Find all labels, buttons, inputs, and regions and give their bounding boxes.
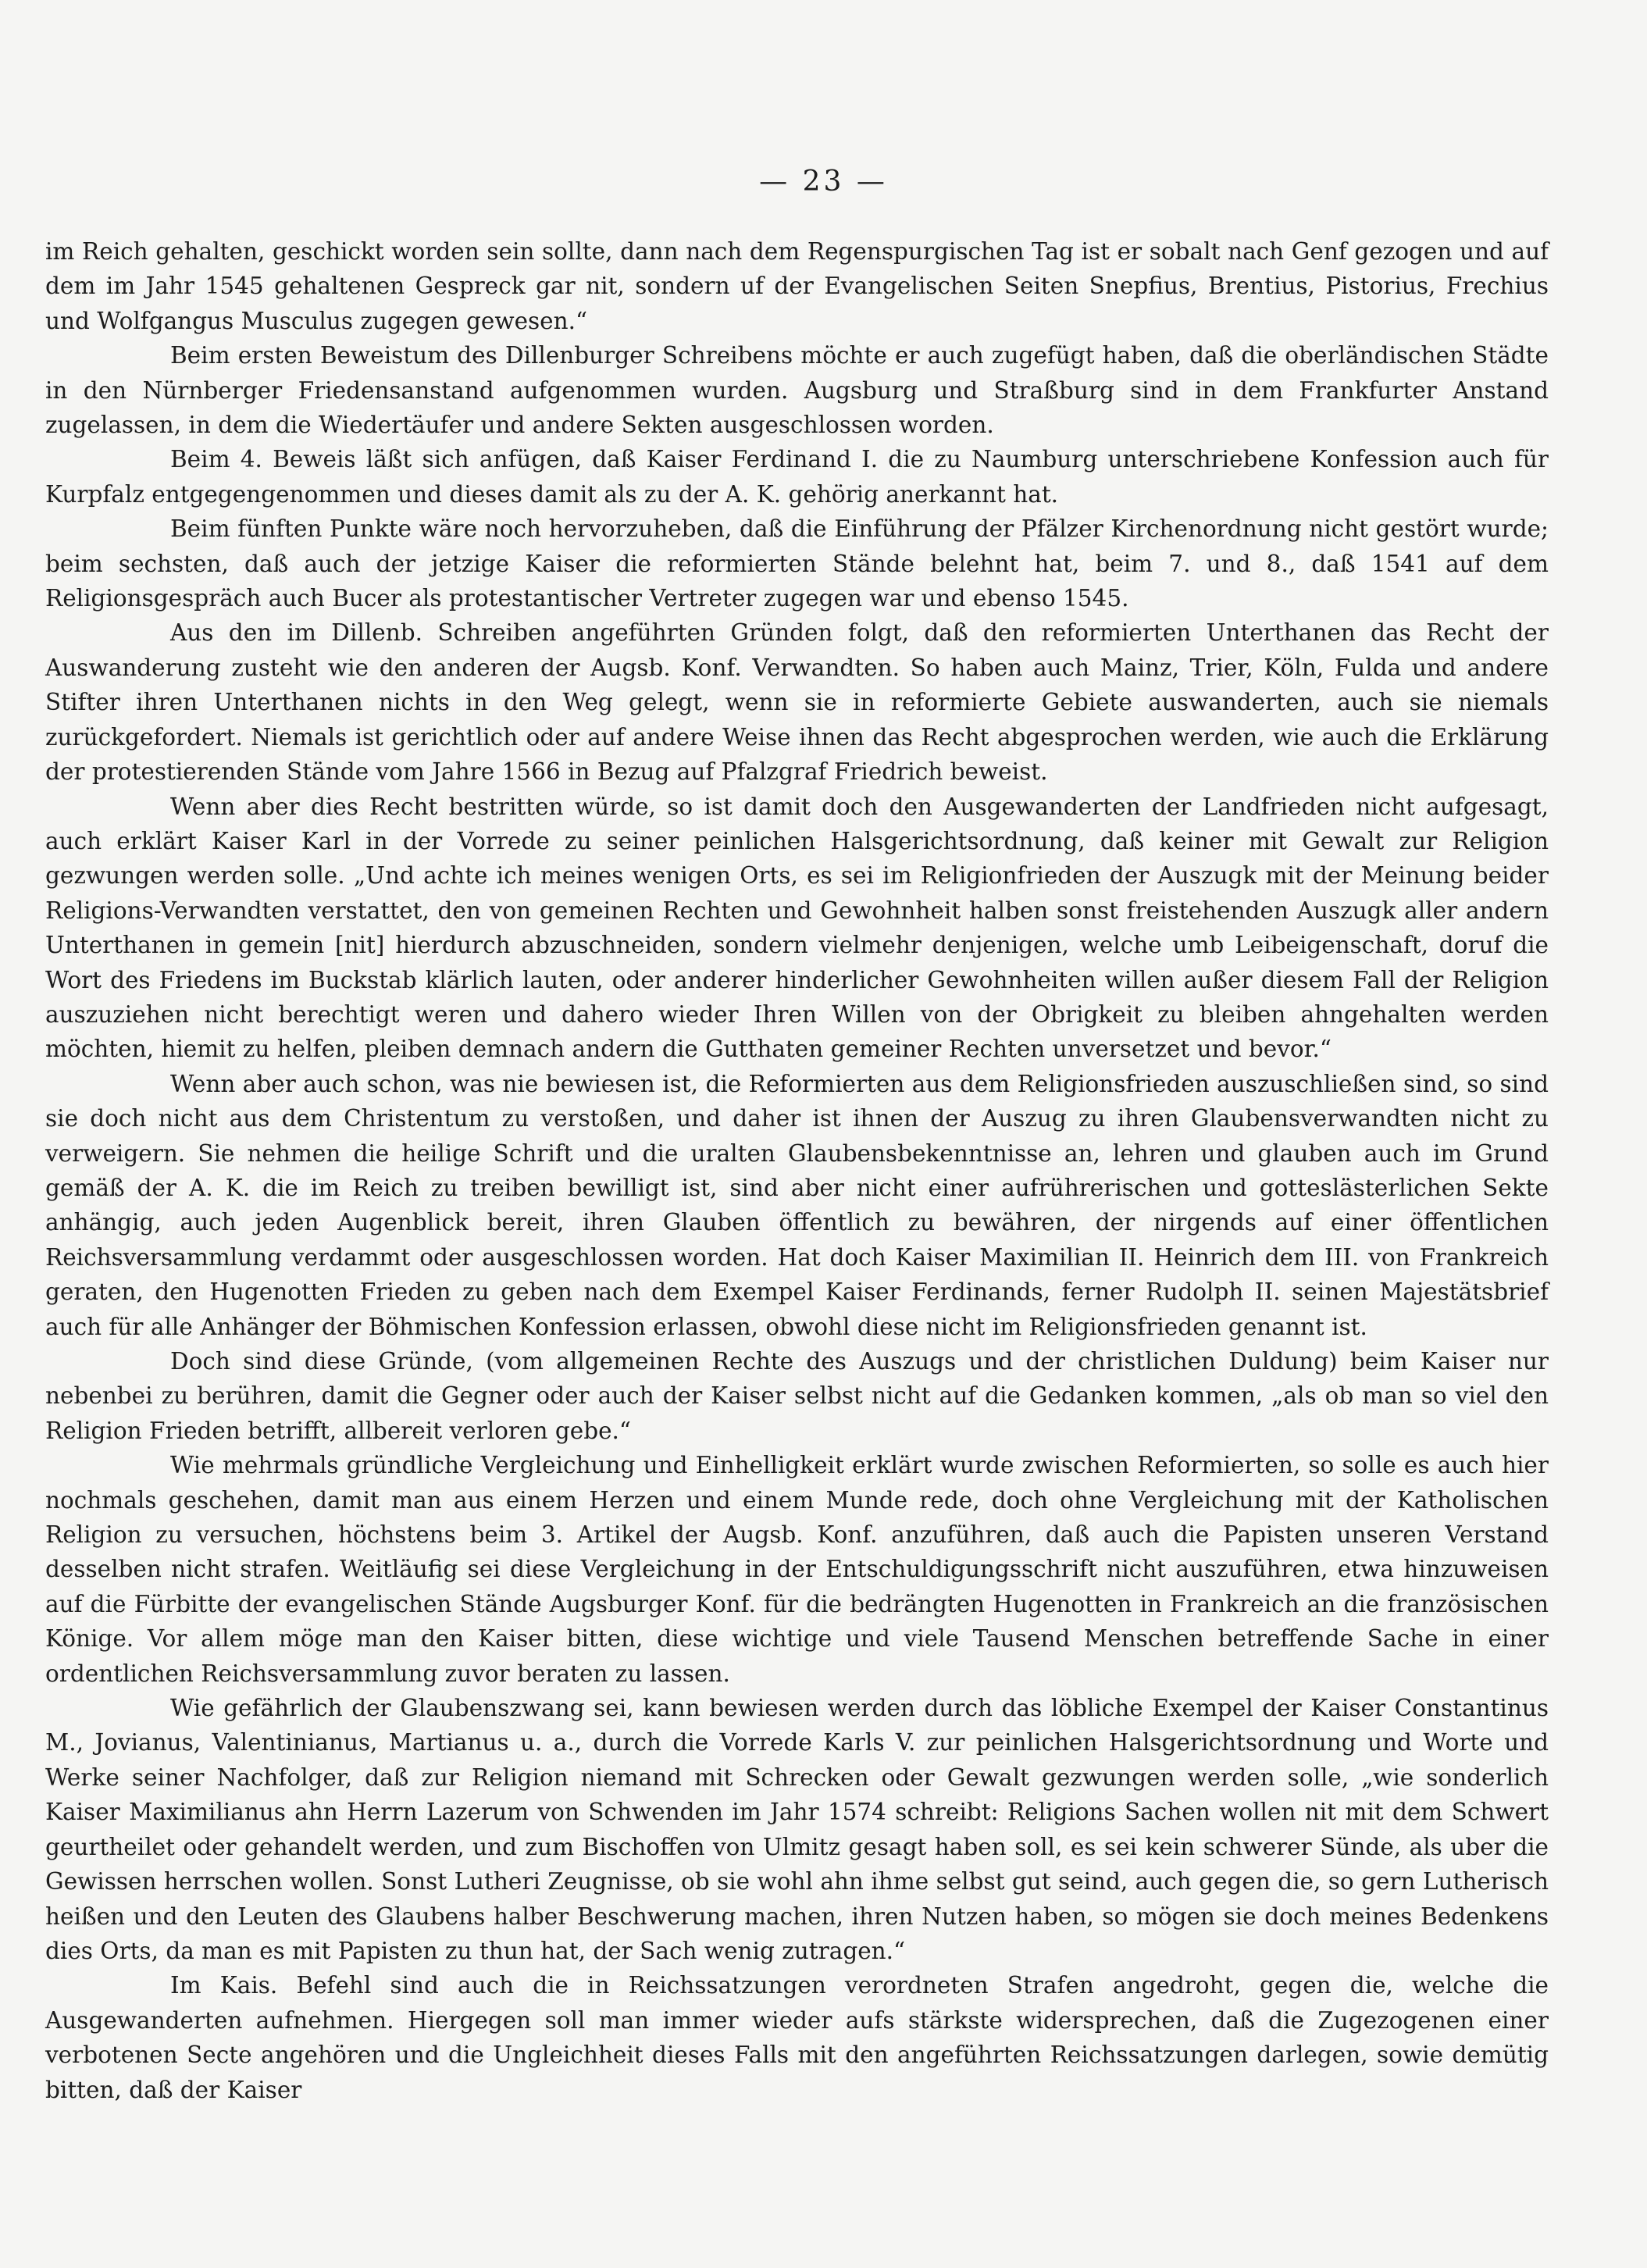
paragraph-2: Beim ersten Beweistum des Dillenburger Schreibens möchte er auch zugefügt haben, daß die oberländischen Städte in den Nürnberger Friedensanstand aufgenommen wurden. Augsburg und Straßburg sind in dem Frankfurter Anstand zugelassen, in dem die Wiedertäufer und andere Sekten ausgeschlossen worden. <box>45 342 1549 439</box>
paragraph-4: Beim fünften Punkte wäre noch hervorzuheben, daß die Einführung der Pfälzer Kirchenordnung nicht gestört wurde; beim sechsten, daß auch der jetzige Kaiser die reformierten Stände belehnt hat, beim 7. und 8., daß 1541 auf dem Religionsgespräch auch Bucer als protestantischer Vertreter zugegen war und ebenso 1545. <box>45 515 1549 612</box>
paragraph-11: Im Kais. Befehl sind auch die in Reichssatzungen verordneten Strafen angedroht, gegen die, welche die Ausgewanderten aufnehmen. Hiergegen soll man immer wieder aufs stärkste widersprechen, daß die Zugezogenen einer verbotenen Secte angehören und die Ungleichheit dieses Falls mit den angeführten Reichssatzungen darlegen, sowie demütig bitten, daß der Kaiser <box>45 1972 1549 2103</box>
paragraph-10: Wie gefährlich der Glaubenszwang sei, kann bewiesen werden durch das löbliche Exempel der Kaiser Constantinus M., Jovianus, Valentinianus, Martianus u. a., durch die Vorrede Karls V. zur peinlichen Halsgerichtsordnung und Worte und Werke seiner Nachfolger, daß zur Religion niemand mit Schrecken oder Gewalt gezwungen werden solle, „wie sonderlich Kaiser Maximilianus ahn Herrn Lazerum von Schwenden im Jahr 1574 schreibt: Religions Sachen wollen nit mit dem Schwert geurtheilet oder gehandelt werden, und zum Bischoffen von Ulmitz gesagt haben soll, es sei kein schwerer Sünde, als uber die Gewissen herrschen wollen. Sonst Lutheri Zeugnisse, ob sie wohl ahn ihme selbst gut seind, auch gegen die, so gern Lutherisch heißen und den Leuten des Glaubens halber Beschwerung machen, ihren Nutzen haben, so mögen sie doch meines Bedenkens dies Orts, da man es mit Papisten zu thun hat, der Sach wenig zutragen.“ <box>45 1695 1549 1964</box>
body-text <box>45 234 1549 2107</box>
paragraph-3: Beim 4. Beweis läßt sich anfügen, daß Kaiser Ferdinand I. die zu Naumburg unterschriebene Konfession auch für Kurpfalz entgegengenommen und dieses damit als zu der A. K. gehörig anerkannt hat. <box>45 446 1549 508</box>
paragraph-8: Doch sind diese Gründe, (vom allgemeinen Rechte des Auszugs und der christlichen Duldung) beim Kaiser nur nebenbei zu berühren, damit die Gegner oder auch der Kaiser selbst nicht auf die Gedanken kommen, „als ob man so viel den Religion Frieden betrifft, allbereit verloren gebe.“ <box>45 1348 1549 1444</box>
paragraph-6: Wenn aber dies Recht bestritten würde, so ist damit doch den Ausgewanderten der Landfrieden nicht aufgesagt, auch erklärt Kaiser Karl in der Vorrede zu seiner peinlichen Halsgerichtsordnung, daß keiner mit Gewalt zur Religion gezwungen werden solle. „Und achte ich meines wenigen Orts, es sei im Religionfrieden der Auszugk mit der Meinung beider Religions-Verwandten verstattet, den von gemeinen Rechten und Gewohnheit halben sonst freistehenden Auszugk aller andern Unterthanen in gemein [nit] hierdurch abzuschneiden, sondern vielmehr denjenigen, welche umb Leibeigenschaft, doruf die Wort des Friedens im Buckstab klärlich lauten, oder anderer hinderlicher Gewohnheiten willen außer diesem Fall der Religion auszuziehen nicht berechtigt weren und dahero wieder Ihren Willen von der Obrigkeit zu bleiben ahngehalten werden möchten, hiemit zu helfen, pleiben demnach andern die Gutthaten gemeiner Rechten unversetzet und bevor.“ <box>45 793 1549 1063</box>
page-number: — 23 — <box>759 166 888 198</box>
paragraph-1: im Reich gehalten, geschickt worden sein sollte, dann nach dem Regenspurgischen Tag ist er sobalt nach Genf gezogen und auf dem im Jahr 1545 gehaltenen Gespreck gar nit, sondern uf der Evangelischen Seiten Snepfius, Brentius, Pistorius, Frechius und Wolfgangus Musculus zugegen gewesen.“ <box>45 238 1549 334</box>
paragraph-7: Wenn aber auch schon, was nie bewiesen ist, die Reformierten aus dem Religionsfrieden auszuschließen sind, so sind sie doch nicht aus dem Christentum zu verstoßen, und daher ist ihnen der Auszug zu ihren Glaubensverwandten nicht zu verweigern. Sie nehmen die heilige Schrift und die uralten Glaubensbekenntnisse an, lehren und glauben auch im Grund gemäß der A. K. die im Reich zu treiben bewilligt ist, sind aber nicht einer aufrührerischen und gotteslästerlichen Sekte anhängig, auch jeden Augenblick bereit, ihren Glauben öffentlich zu bewähren, der nirgends auf einer öffentlichen Reichsversammlung verdammt oder ausgeschlossen worden. Hat doch Kaiser Maximilian II. Heinrich dem III. von Frankreich geraten, den Hugenotten Frieden zu geben nach dem Exempel Kaiser Ferdinands, ferner Rudolph II. seinen Majestätsbrief auch für alle Anhänger der Böhmischen Konfession erlassen, obwohl diese nicht im Religionsfrieden genannt ist. <box>45 1070 1549 1340</box>
paragraph-5: Aus den im Dillenb. Schreiben angeführten Gründen folgt, daß den reformierten Unterthanen das Recht der Auswanderung zusteht wie den anderen der Augsb. Konf. Verwandten. So haben auch Mainz, Trier, Köln, Fulda und andere Stifter ihren Unterthanen nichts in den Weg gelegt, wenn sie in reformierte Gebiete auswanderten, auch sie niemals zurückgefordert. Niemals ist gerichtlich oder auf andere Weise ihnen das Recht abgesprochen werden, wie auch die Erklärung der protestierenden Stände vom Jahre 1566 in Bezug auf Pfalzgraf Friedrich beweist. <box>45 619 1549 786</box>
paragraph-9: Wie mehrmals gründliche Vergleichung und Einhelligkeit erklärt wurde zwischen Reformierten, so solle es auch hier nochmals geschehen, damit man aus einem Herzen und einem Munde rede, doch ohne Vergleichung mit der Katholischen Religion zu versuchen, höchstens beim 3. Artikel der Augsb. Konf. anzuführen, daß auch die Papisten unseren Verstand desselben nicht strafen. Weitläufig sei diese Vergleichung in der Entschuldigungsschrift nicht auszuführen, etwa hinzuweisen auf die Fürbitte der evangelischen Stände Augsburger Konf. für die bedrängten Hugenotten in Frankreich an die französischen Könige. Vor allem möge man den Kaiser bitten, diese wichtige und viele Tausend Menschen betreffende Sache in einer ordentlichen Reichsversammlung zuvor beraten zu lassen. <box>45 1452 1549 1687</box>
